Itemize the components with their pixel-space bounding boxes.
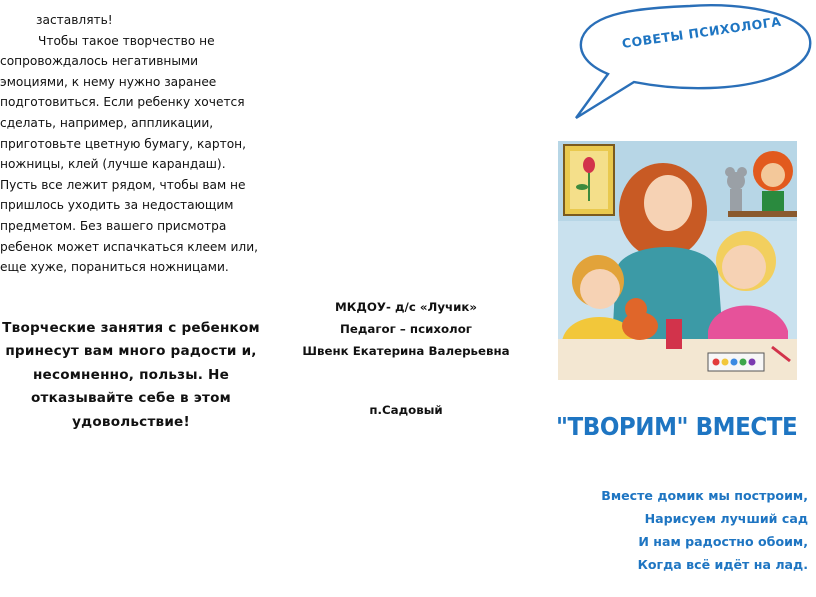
organization-name: МКДОУ- д/с «Лучик»: [334, 300, 478, 314]
brochure-title: "ТВОРИМ" ВМЕСТЕ: [556, 412, 798, 441]
author-name: Швенк Екатерина Валерьевна: [302, 344, 510, 358]
advice-paragraph: Чтобы такое творчество не сопровождалось негативными эмоциями, к нему нужно заранее подготовиться. Если ребенку хочется сделать, например, аппликации, приготовьте цветную бумагу, картон, ножницы, клей (лучше карандаш). Пусть все лежит рядом, чтобы вам не пришлось уходить за недостающим предметом. Без вашего присмотра ребенок может испачкаться клеем или, еще хуже, пораниться ножницами.: [0, 33, 259, 275]
town-name: п.Садовый: [369, 403, 443, 417]
poem-line: Вместе домик мы построим,: [601, 488, 808, 503]
bubble-label: СОВЕТЫ ПСИХОЛОГА: [620, 13, 783, 51]
middle-column: [300, 296, 512, 421]
author-position: Педагог – психолог: [340, 322, 472, 336]
poem: [548, 484, 808, 576]
closing-message: Творческие занятия с ребенком принесут вам много радости и, несомненно, пользы. Не отказывайте себе в этом удовольствие!: [2, 319, 260, 430]
children-crafts-illustration: [558, 141, 797, 380]
continuation-text: заставлять!: [36, 13, 113, 27]
left-column: [0, 10, 262, 434]
poem-line: И нам радостно обоим,: [638, 534, 808, 549]
poem-line: Нарисуем лучший сад: [644, 511, 808, 526]
poem-line: Когда всё идёт на лад.: [637, 557, 808, 572]
